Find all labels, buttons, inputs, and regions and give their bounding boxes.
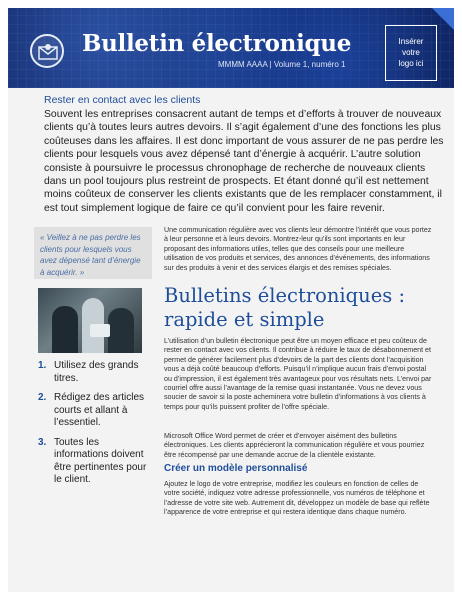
- article-paragraph: L’utilisation d’un bulletin électronique peut être un moyen efficace et peu coûteux de rester en contact avec vos clients. Il contribue à réduire le taux de désabonnement et permet de générer facilement plus d’devoirs de la part des clients dont l’acquisition vous a déjà coûté beaucoup d’efforts. Puisqu’il n’implique aucun frais d’envoi postal ou d’impression, il est également très avantageux pour vos résultats nets. L’envoi par courriel offre aussi l’avantage de la remise quasi instantanée. Vous ne devez vous soucier de savoir si la poste acheminera votre bulletin d’informations à vos clients à temps pour qu’ils puissent profiter de l’offre spéciale.: [164, 337, 432, 411]
- template-paragraph: Ajoutez le logo de votre entreprise, modifiez les couleurs en fonction de celles de votre société, indiquez votre adresse professionnelle, vos numéros de téléphone et l’adresse de votre site web. Autrement dit, développez un modèle de base qui reflète l’apparence de votre entreprise et qui restera identique dans chaque numéro.: [164, 480, 430, 517]
- list-item: [38, 360, 152, 385]
- logo-placeholder-line: Insérer: [398, 37, 424, 46]
- issue-info: MMMM AAAA | Volume 1, numéro 1: [218, 60, 346, 69]
- logo-placeholder-line: votre: [402, 48, 420, 57]
- logo-placeholder-line: logo ici: [398, 59, 424, 68]
- list-number: 1.: [38, 360, 47, 371]
- communication-paragraph: Une communication régulière avec vos clients leur démontre l’intérêt que vous portez à leur personne et à leurs devoirs. Montrez-leur qu’ils sont importants en leur proposant des informations utiles, telles que des conseils pour une meilleure utilisation de vos produits et services, des annonces d’événements, des informations sur des produits à venir et des services élargis et des remises spéciales.: [164, 226, 432, 272]
- pull-quote: « Veillez à ne pas perdre les clients pour lesquels vous avez dépensé tant d’énergie à acquérir. »: [34, 227, 152, 279]
- article-paragraph: Microsoft Office Word permet de créer et d’envoyer aisément des bulletins électroniques. Les clients apprécieront la communication régulière et vous pourriez être récompensé par une demande accrue de la clientèle existante.: [164, 432, 425, 459]
- list-number: 3.: [38, 436, 47, 448]
- list-text: Toutes les informations doivent être pertinentes pour le client.: [54, 436, 147, 485]
- person-figure: [52, 306, 78, 353]
- list-number: 2.: [38, 392, 47, 403]
- logo-placeholder[interactable]: [385, 25, 437, 81]
- list-text: Utilisez des grands titres.: [54, 360, 139, 384]
- intro-paragraph: Souvent les entreprises consacrent autant de temps et d’efforts à trouver de nouveaux clients qu’à toutes leurs autres devoirs. Il s’agit également d’une des fonctions les plus coûteuses dans les affaires. Il est donc important de vous assurer de ne pas perdre les clients pour lesquels vous avez dépensé tant d’énergie à acquérir. L’autre solution consiste à poursuivre le processus chronophage de recherche de nouveaux clients dans un pool toujours plus restreint de prospects. Et étant donné qu’il est nettement moins coûteux de conserver les clients existants que de les remplacer constamment, il est tout simplement logique de faire ce qu’il convient pour les faire revenir.: [44, 109, 444, 214]
- tablet-device: [90, 324, 110, 337]
- person-figure: [108, 308, 134, 353]
- article-title: Bulletins électroniques : rapide et simple: [164, 284, 406, 331]
- subsection-heading: Créer un modèle personnalisé: [164, 463, 308, 474]
- list-text: Rédigez des articles courts et allant à l’essentiel.: [54, 392, 145, 428]
- list-item: [38, 437, 152, 487]
- business-people-photo: [38, 288, 142, 353]
- tips-list: [38, 360, 152, 494]
- header-banner: [8, 8, 454, 88]
- list-item: [38, 392, 152, 430]
- section-heading: Rester en contact avec les clients: [44, 94, 201, 106]
- email-icon: [30, 34, 64, 68]
- newsletter-title: Bulletin électronique: [82, 30, 352, 57]
